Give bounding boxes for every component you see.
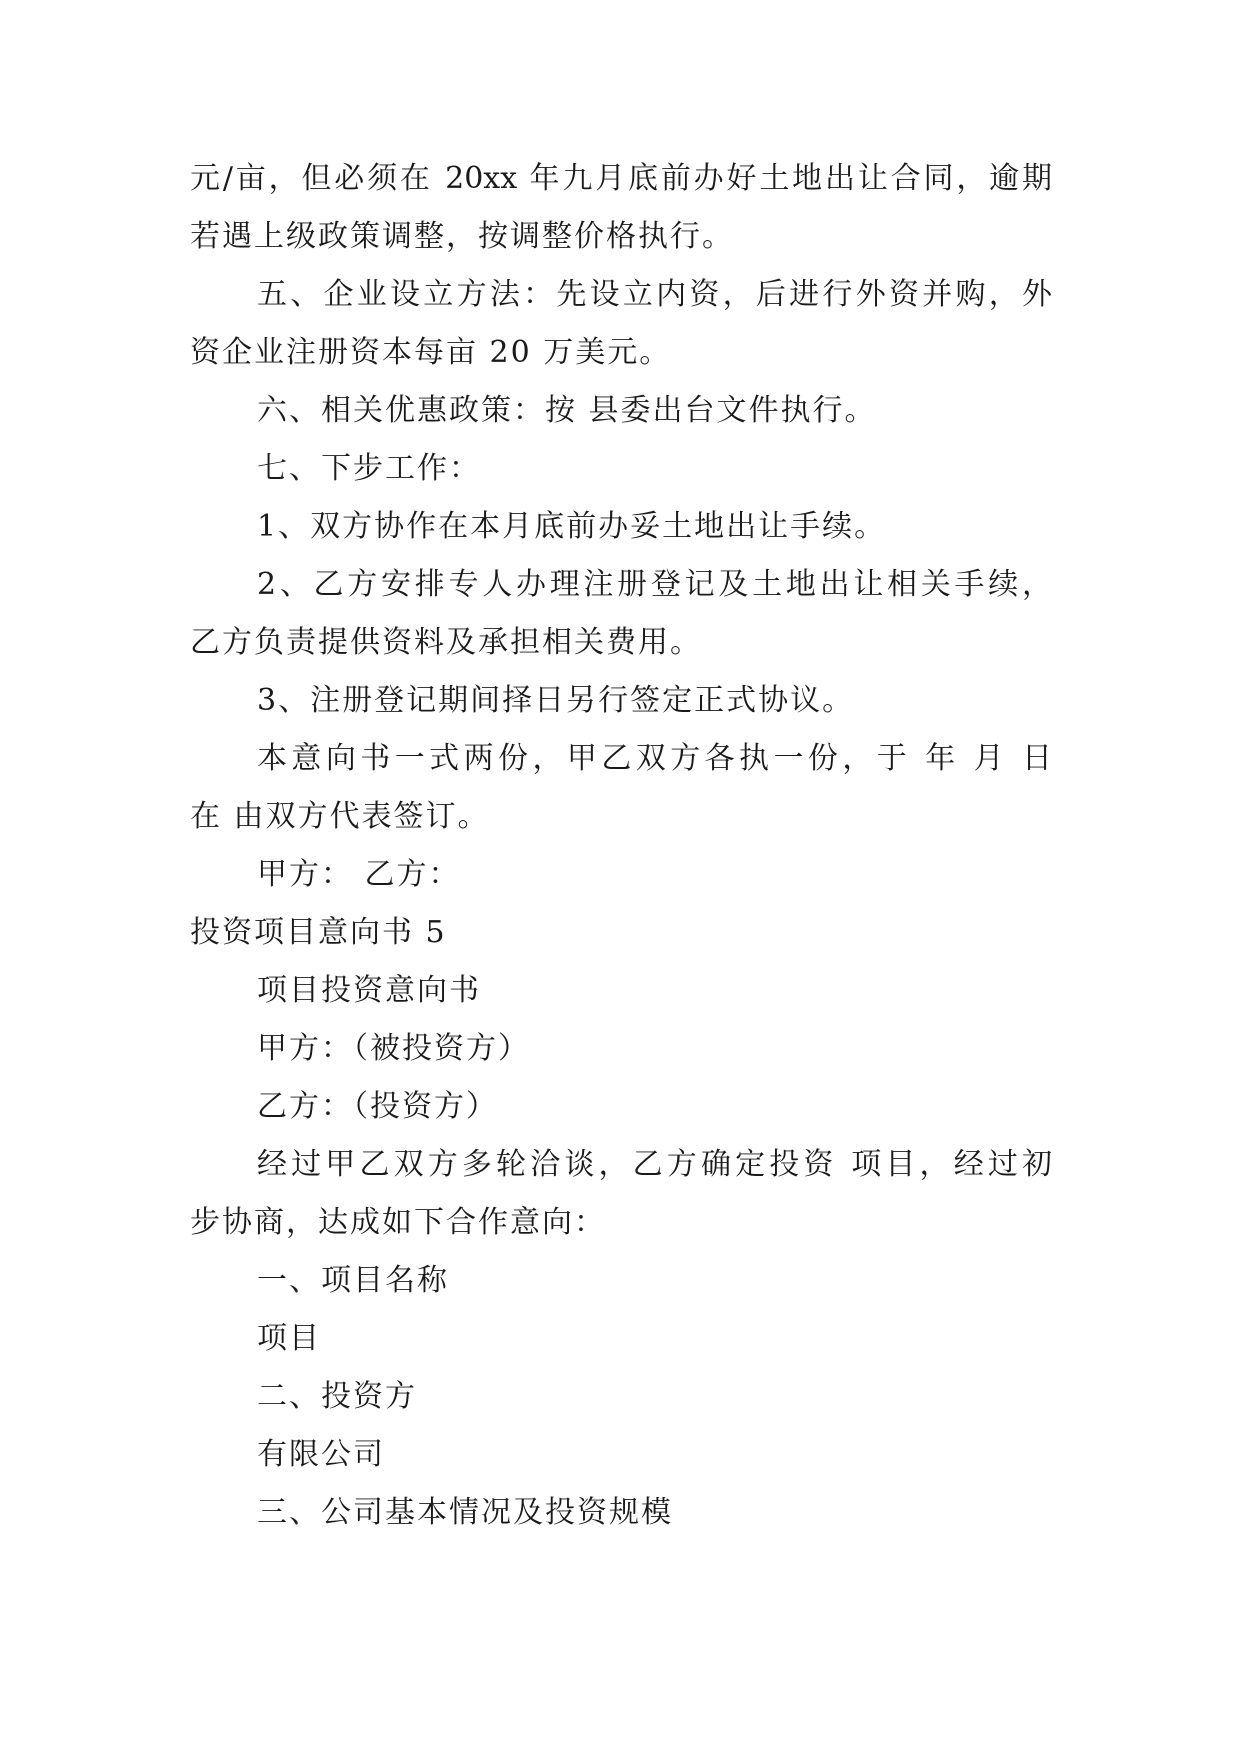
- paragraph-line: 七、下步工作：: [257, 451, 481, 486]
- paragraph-line: 本意向书一式两份，甲乙双方各执一份，于 年 月 日: [257, 741, 1052, 776]
- party-b-line: 乙方：（投资方）: [257, 1089, 498, 1124]
- paragraph-line: 1、双方协作在本月底前办妥土地出让手续。: [257, 509, 887, 544]
- paragraph-line: 三、公司基本情况及投资规模: [257, 1495, 673, 1530]
- party-a-line: 甲方：（被投资方）: [257, 1031, 530, 1066]
- paragraph-line: 五、企业设立方法：先设立内资，后进行外资并购，外: [257, 277, 1052, 312]
- paragraph-line: 六、相关优惠政策：按 县委出台文件执行。: [257, 393, 877, 428]
- paragraph-line: 二、投资方: [257, 1379, 417, 1414]
- paragraph-line: 一、项目名称: [257, 1263, 449, 1298]
- paragraph-line: 乙方负责提供资料及承担相关费用。: [190, 625, 702, 660]
- paragraph-line: 项目: [257, 1321, 321, 1356]
- paragraph-line: 在 由双方代表签订。: [190, 799, 490, 834]
- signature-line: 甲方： 乙方：: [257, 857, 461, 892]
- paragraph-line: 步协商，达成如下合作意向：: [190, 1205, 606, 1240]
- section-heading: 投资项目意向书 5: [190, 915, 447, 950]
- paragraph-line: 经过甲乙双方多轮洽谈，乙方确定投资 项目，经过初: [257, 1147, 1052, 1182]
- paragraph-line: 3、注册登记期间择日另行签定正式协议。: [257, 683, 855, 718]
- paragraph-line: 元/亩，但必须在 20xx 年九月底前办好土地出让合同，逾期: [190, 161, 1052, 196]
- document-title: 项目投资意向书: [257, 973, 481, 1008]
- paragraph-line: 有限公司: [257, 1437, 385, 1472]
- paragraph-line: 若遇上级政策调整，按调整价格执行。: [190, 219, 734, 254]
- paragraph-line: 资企业注册资本每亩 20 万美元。: [190, 335, 672, 370]
- paragraph-line: 2、乙方安排专人办理注册登记及土地出让相关手续，: [257, 567, 1052, 602]
